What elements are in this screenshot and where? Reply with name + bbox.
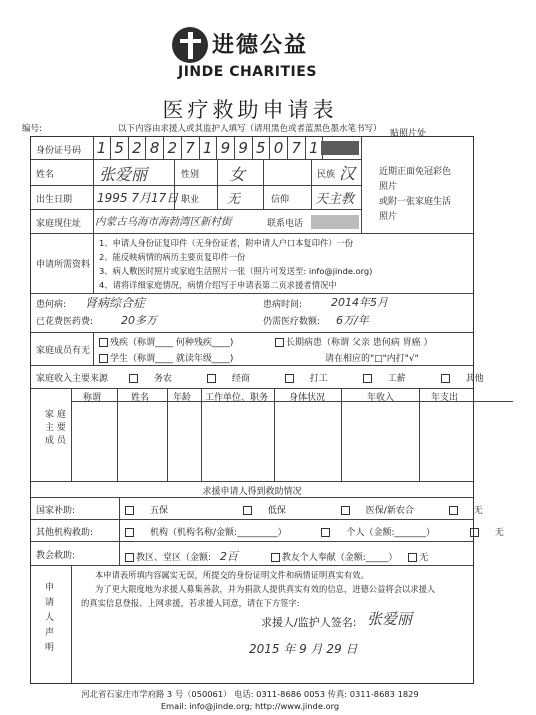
national-option[interactable]: 医保/新农合 <box>341 506 430 516</box>
footer-contact: Email: info@jinde.org; http://www.jinde.org <box>160 701 340 711</box>
name-value: 张爱丽 <box>99 165 148 184</box>
gender-value: 女 <box>229 165 246 184</box>
other-aid-label: 其他机构救助: <box>36 528 94 538</box>
id-digit-box: 9 <box>235 137 253 159</box>
id-digit-box: 2 <box>164 137 182 159</box>
income-option[interactable]: 打工 <box>285 374 344 384</box>
illness-time-value: 2014年5月 <box>331 296 388 309</box>
family-members-label: 家庭成员有无 <box>36 346 91 356</box>
job-label: 职业 <box>181 195 200 205</box>
application-form <box>30 136 504 684</box>
code-label: 编号: <box>22 124 42 134</box>
family-option-disabled[interactable]: 残疾（称谓____ 何种残疾____) <box>99 335 233 348</box>
id-digit-box: 1 <box>199 137 217 159</box>
id-digit-box: 8 <box>146 137 164 159</box>
redaction-block <box>321 141 359 155</box>
income-options <box>129 371 516 384</box>
birth-label: 出生日期 <box>36 195 73 205</box>
national-option[interactable]: 无 <box>449 506 499 516</box>
other-option[interactable]: 个人（金额:_______） <box>321 528 451 538</box>
redaction-block <box>311 215 359 229</box>
family-option-student[interactable]: 学生（称谓____ 就读年级____) <box>99 351 233 364</box>
address-value: 内蒙古乌海市海勃湾区新村街 <box>95 216 232 228</box>
church-aid-label: 教会救助: <box>36 551 76 561</box>
need-value: 6万/年 <box>336 314 369 327</box>
id-digit-box: 5 <box>111 137 129 159</box>
id-digit-box: 7 <box>182 137 200 159</box>
income-option[interactable]: 其他 <box>441 374 500 384</box>
need-label: 仍需医疗数额: <box>263 317 321 327</box>
id-digit-box: 1 <box>305 137 323 159</box>
phone-label: 联系电话 <box>267 219 304 229</box>
other-aid-options <box>125 525 536 538</box>
income-option[interactable]: 经商 <box>207 374 266 384</box>
aid-section-title: 求援申请人得到救助情况 <box>202 487 302 497</box>
national-option[interactable]: 五保 <box>125 506 184 516</box>
family-note: 请在相应的"□"内打"√" <box>325 354 419 364</box>
member-table-side-label: 家 庭 主 要 成 员 <box>45 410 66 446</box>
table-header-name: 姓名 <box>131 393 150 403</box>
id-digit-box: 9 <box>217 137 235 159</box>
id-digit-box: 5 <box>252 137 270 159</box>
disease-label: 患何病: <box>36 300 67 310</box>
gender-label: 性别 <box>181 170 200 180</box>
spent-value: 20多万 <box>121 314 157 327</box>
other-option[interactable]: 无 <box>470 528 520 538</box>
other-option[interactable]: 机构（机构名称/金额:_________） <box>125 528 303 538</box>
ethnic-label: 民族 <box>317 170 336 180</box>
faith-value: 天主教 <box>315 192 355 207</box>
signature-date: 2015 年 9 月 29 日 <box>249 642 358 656</box>
table-header-age: 年龄 <box>173 393 192 403</box>
id-digit-box: 2 <box>128 137 146 159</box>
church-amount: 2百 <box>219 550 238 563</box>
id-digit-box: 7 <box>288 137 306 159</box>
national-option[interactable]: 低保 <box>243 506 302 516</box>
materials-label: 申请所需资料 <box>36 260 91 270</box>
signature-label: 求援人/监护人签名: <box>261 616 357 629</box>
table-header-title: 称谓 <box>83 393 102 403</box>
table-header-health: 身体状况 <box>289 393 326 403</box>
table-header-expense: 年支出 <box>431 393 459 403</box>
disease-value: 肾病综合症 <box>85 296 146 310</box>
church-aid-options <box>125 548 428 564</box>
id-digit-box: 1 <box>93 137 111 159</box>
id-label: 身份证号码 <box>36 146 82 156</box>
income-label: 家庭收入主要来源 <box>36 374 109 384</box>
photo-note: 近期正面免冠彩色 照片 或附一张家庭生活 照片 <box>379 167 452 222</box>
income-option[interactable]: 工薪 <box>363 374 422 384</box>
logo-english: JINDE CHARITIES <box>178 64 317 80</box>
church-option-parish[interactable]: 教区、堂区（金额: <box>125 553 211 563</box>
declaration-side-label: 申 请 人 声 明 <box>45 583 55 653</box>
table-header-work: 工作单位、职务 <box>205 393 269 403</box>
job-value: 无 <box>227 192 241 207</box>
footer-address: 河北省石家庄市学府路 3 号（050061） 电话: 0311-8686 0053 传真: 0311-8683 1829 <box>81 689 419 699</box>
declaration-text: 本申请表所填内容属实无误，所提交的身份证明文件和病情证明真实有效。 为了更大限度地为求援人募集善款，并为捐款人提供真实有效的信息，进德公益将会以求援人 的真实信息登报、上网求援，若求援人同意，请在下方签字: <box>81 570 436 608</box>
logo-chinese: 进德公益 <box>212 32 309 58</box>
income-option[interactable]: 务农 <box>129 374 188 384</box>
id-digit-box: 0 <box>270 137 288 159</box>
birth-value: 1995 7月17日 <box>97 191 179 205</box>
ethnic-value: 汉 <box>339 164 356 183</box>
church-option-individual[interactable]: 教友个人奉献（金额:_____） <box>271 553 398 563</box>
address-label: 家庭现住址 <box>36 219 82 229</box>
photo-label: 贴照片处 <box>390 129 427 139</box>
church-option-none[interactable]: 无 <box>408 553 428 563</box>
illness-time-label: 患病时间: <box>263 300 303 310</box>
national-aid-label: 国家补助: <box>36 506 76 516</box>
table-header-income: 年收入 <box>367 393 395 403</box>
faith-label: 信仰 <box>271 195 290 205</box>
materials-list: 1、申请人身份证复印件（无身份证者，附申请人户口本复印件）一份 2、能反映病情的病历主要页复印件一份 3、病人敷医时照片或家庭生活照片一张（照片可发送至: info@jinde.org) 4、请将详细家庭情况，病情介绍写于申请表第二页求援者情况中 <box>99 238 373 290</box>
family-option-chronic[interactable]: 长期病患（称谓 父亲 患何病 胃癌 ） <box>275 335 432 348</box>
name-label: 姓名 <box>36 170 55 180</box>
jinde-logo-icon <box>172 27 208 63</box>
national-aid-options <box>125 503 515 516</box>
instruction-text: 以下内容由求援人或其监护人填写（请用黑色或者蓝黑色墨水笔书写） <box>118 124 382 134</box>
page-title: 医疗救助申请表 <box>162 98 338 122</box>
signature-value: 张爱丽 <box>367 610 413 628</box>
spent-label: 已花费医药费: <box>36 317 94 327</box>
